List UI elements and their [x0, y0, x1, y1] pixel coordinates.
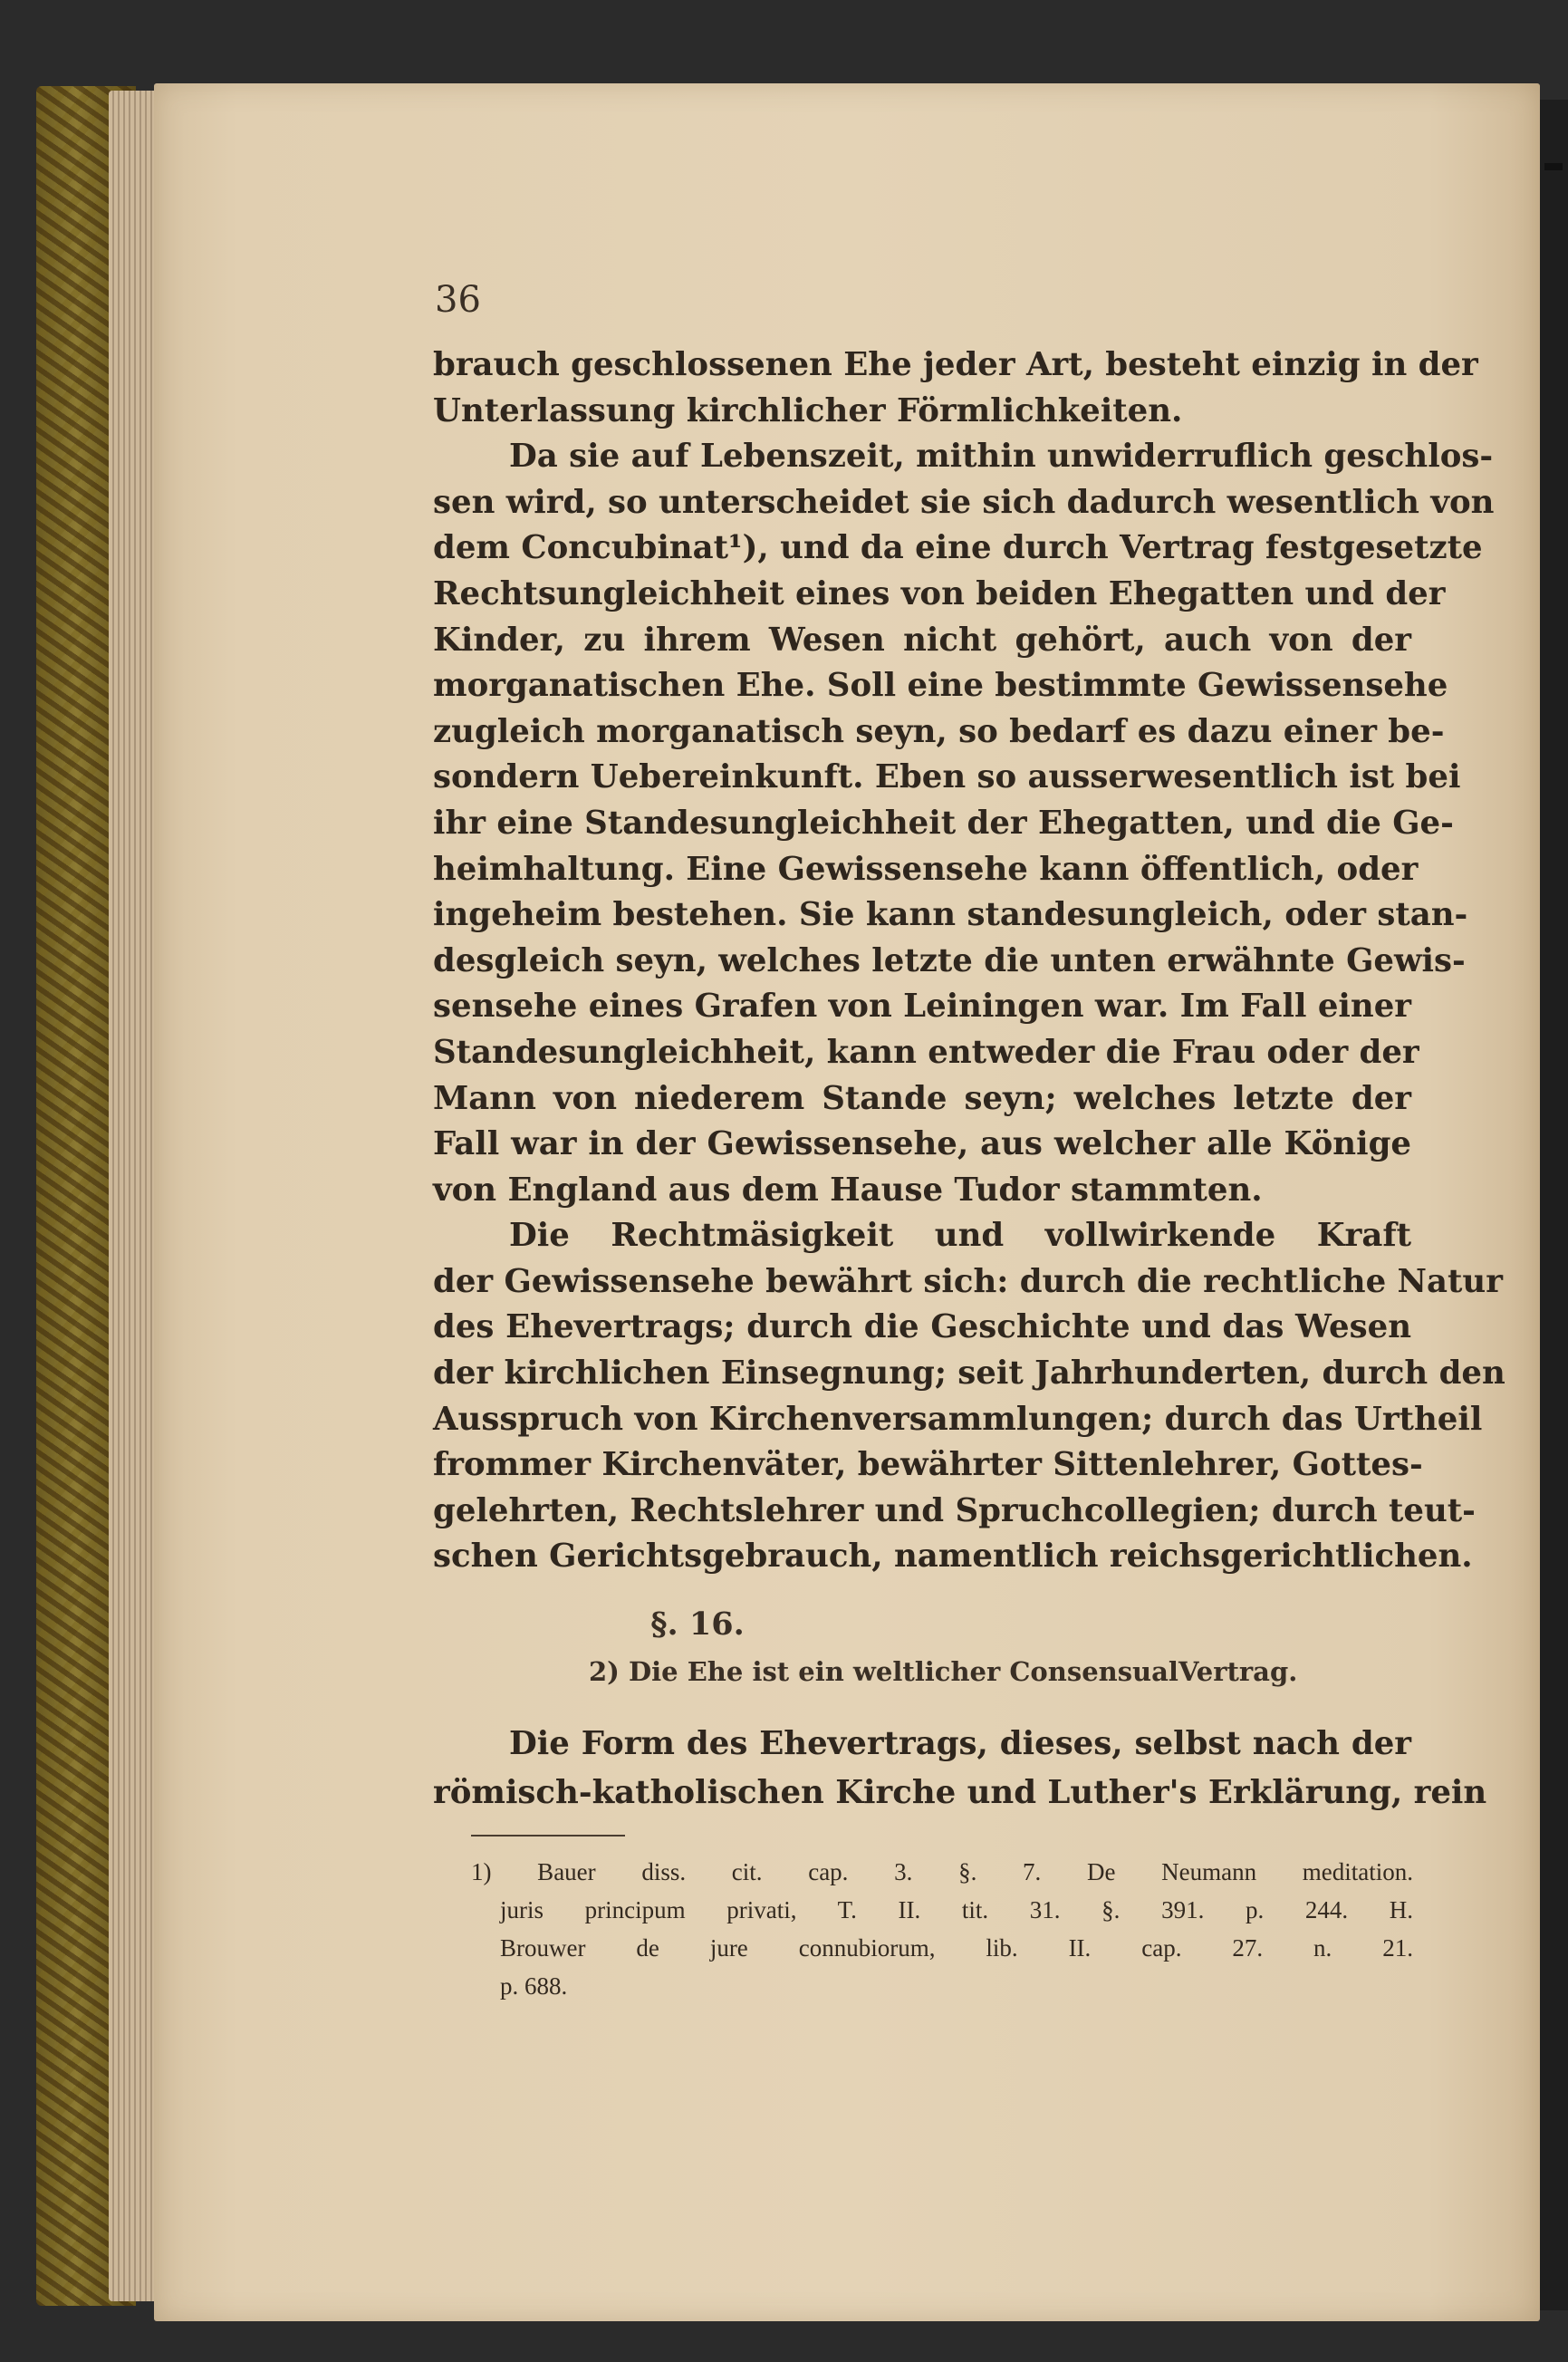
text-line: Ausspruch von Kirchenversammlungen; durch das Urtheil [433, 1400, 1483, 1438]
text-line: Kinder, zu ihrem Wesen nicht gehört, auch von der [433, 621, 1411, 659]
edge-mark [1544, 163, 1563, 170]
text-line: Rechtsungleichheit eines von beiden Ehegatten und der [433, 574, 1446, 612]
text-line: Die Rechtmäsigkeit und vollwirkende Kraft [509, 1217, 1411, 1255]
text-line: römisch-katholischen Kirche und Luther's Erklärung, rein [433, 1774, 1487, 1811]
text-line: morganatischen Ehe. Soll eine bestimmte Gewissensehe [433, 667, 1448, 705]
text-line: desgleich seyn, welches letzte die unten erwähnte Gewis- [433, 941, 1466, 979]
text-line: zugleich morganatisch seyn, so bedarf es dazu einer be- [433, 712, 1445, 750]
text-line: des Ehevertrags; durch die Geschichte und das Wesen [433, 1308, 1411, 1346]
text-line: von England aus dem Hause Tudor stammten. [433, 1171, 1263, 1209]
footnote-line: juris principum privati, T. II. tit. 31. §. 391. p. 244. H. [500, 1896, 1413, 1923]
text-line: sen wird, so unterscheidet sie sich dadurch wesentlich von [433, 483, 1495, 521]
text-line: sondern Uebereinkunft. Eben so ausserwesentlich ist bei [433, 758, 1461, 796]
page-number: 36 [435, 279, 481, 321]
text-line: Die Form des Ehevertrags, dieses, selbst nach der [509, 1725, 1411, 1762]
section-heading: §. 16. [650, 1605, 745, 1643]
footnote [471, 1853, 1413, 2005]
text-line: Standesungleichheit, kann entweder die Frau oder der [433, 1033, 1419, 1071]
text-line: gelehrten, Rechtslehrer und Spruchcollegien; durch teut- [433, 1491, 1476, 1529]
section-title: 2) Die Ehe ist ein weltlicher ConsensualVertrag. [589, 1656, 1298, 1687]
text-line: schen Gerichtsgebrauch, namentlich reichsgerichtlichen. [433, 1538, 1473, 1576]
section-text [433, 1720, 1487, 1817]
text-line: ingeheim bestehen. Sie kann standesungleich, oder stan- [433, 896, 1468, 934]
footnote-line: Brouwer de jure connubiorum, lib. II. cap. 27. n. 21. [500, 1934, 1413, 1962]
footnote-line: p. 688. [500, 1972, 568, 2000]
footnote-rule [471, 1835, 625, 1837]
main-text [433, 342, 1505, 1580]
text-line: heimhaltung. Eine Gewissensehe kann öffentlich, oder [433, 850, 1419, 888]
text-line: Mann von niederem Stande seyn; welches letzte der [433, 1079, 1411, 1117]
text-line: sensehe eines Grafen von Leiningen war. Im Fall einer [433, 988, 1411, 1026]
footnote-line: 1) Bauer diss. cit. cap. 3. §. 7. De Neumann meditation. [471, 1858, 1413, 1885]
text-line: ihr eine Standesungleichheit der Ehegatten, und die Ge- [433, 804, 1454, 842]
text-line: der kirchlichen Einsegnung; seit Jahrhunderten, durch den [433, 1355, 1505, 1393]
text-line: frommer Kirchenväter, bewährter Sittenlehrer, Gottes- [433, 1446, 1423, 1484]
text-line: Fall war in der Gewissensehe, aus welcher alle Könige [433, 1125, 1411, 1163]
text-line: Da sie auf Lebenszeit, mithin unwiderruflich geschlos- [509, 438, 1494, 476]
right-margin-dark [1535, 100, 1568, 2310]
text-line: brauch geschlossenen Ehe jeder Art, besteht einzig in der [433, 346, 1478, 383]
text-line: Unterlassung kirchlicher Förmlichkeiten. [433, 391, 1183, 429]
text-line: dem Concubinat¹), und da eine durch Vertrag festgesetzte [433, 529, 1483, 567]
text-line: der Gewissensehe bewährt sich: durch die rechtliche Natur [433, 1262, 1503, 1300]
